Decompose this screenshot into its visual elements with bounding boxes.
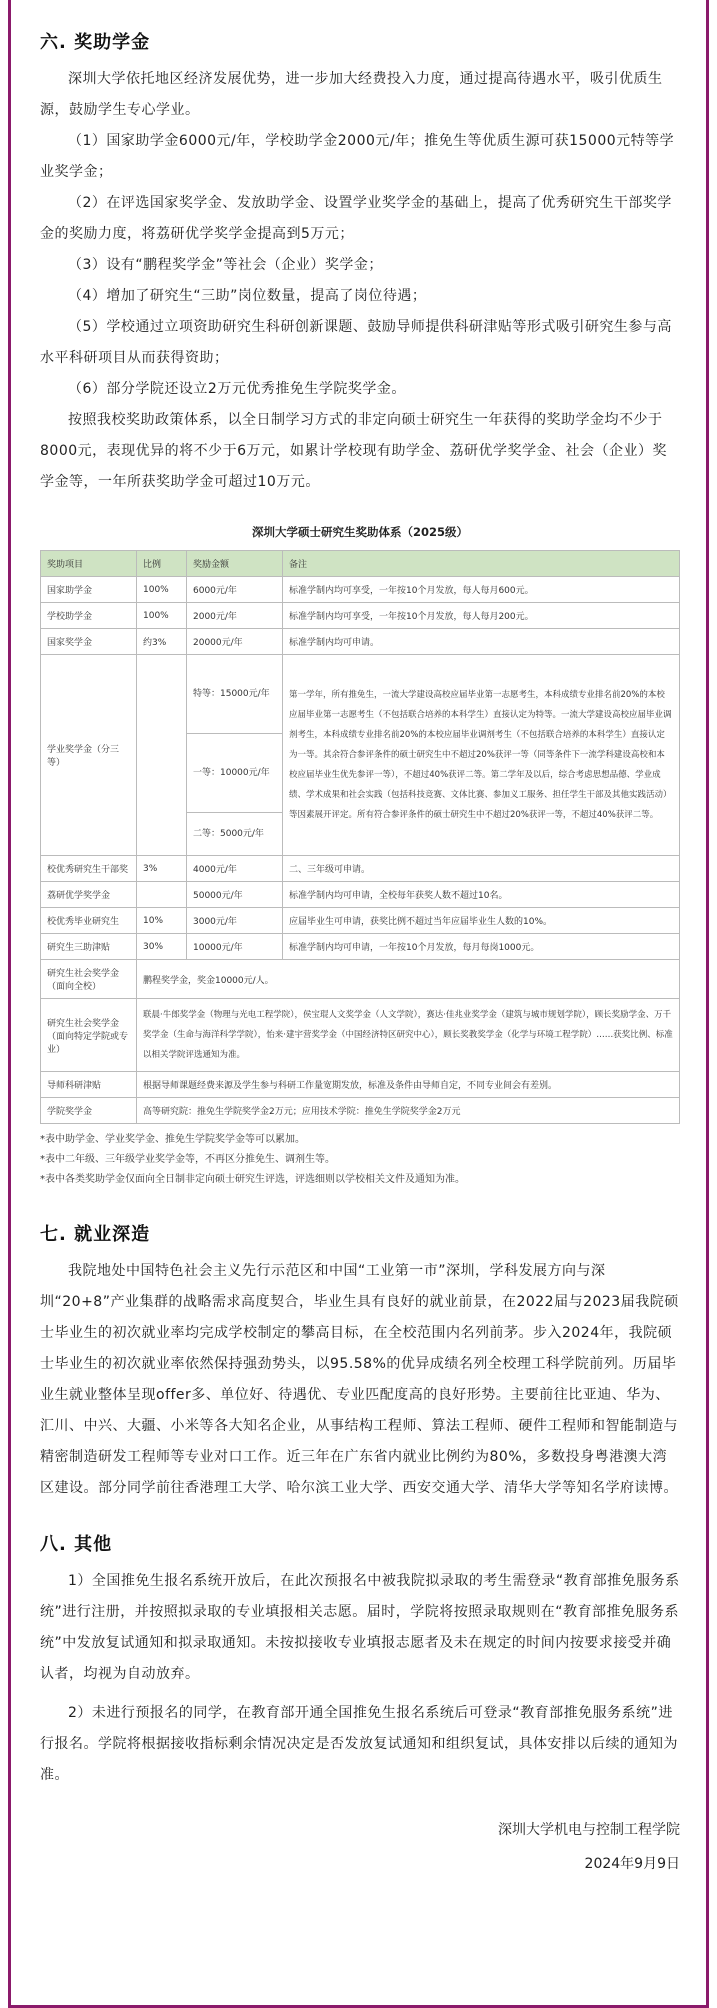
table-row	[41, 629, 680, 655]
paragraph: 1）全国推免生报名系统开放后，在此次预报名中被我院拟录取的考生需登录“教育部推免服务系统”进行注册，并按照拟录取的专业填报相关志愿。届时，学院将按照录取规则在“教育部推免服务系统”中发放复试通知和拟录取通知。未按拟接收专业填报志愿者及未在规定的时间内按要求接受并确认者，均视为自动放弃。	[40, 1573, 680, 1682]
item-cell: 国家奖学金	[41, 629, 137, 655]
article-body	[40, 28, 680, 1881]
ratio-cell	[137, 655, 187, 856]
note-cell: 二、三年级可申请。	[283, 856, 680, 882]
paragraph: （1）国家助学金6000元/年，学校助学金2000元/年；推免生等优质生源可获15000元特等学业奖学金；	[40, 133, 675, 180]
note-cell: 第一学年，所有推免生，一流大学建设高校应届毕业第一志愿考生，本科成绩专业排名前20%的本校应届毕业第一志愿考生（不包括联合培养的本科学生）直接认定为特等。一流大学建设高校应届毕业调剂考生，本科成绩专业排名前20%的本校应届毕业调剂考生（不包括联合培养的本科学生）直接认定为一等。其余符合参评条件的硕士研究生中不超过20%获评一等（同等条件下一流学科建设高校和本校应届毕业生优先参评一等），不超过40%获评二等。第二学年及以后，综合考虑思想品德、学业成绩、学术成果和社会实践（包括科技竞赛、文体比赛、参加义工服务、担任学生干部及其他实践活动）等因素展开评定。所有符合参评条件的硕士研究生中不超过20%获评一等，不超过40%获评二等。	[283, 655, 680, 856]
paragraph: （4）增加了研究生“三助”岗位数量，提高了岗位待遇；	[68, 288, 427, 304]
table-row	[41, 908, 680, 934]
ratio-cell: 约3%	[137, 629, 187, 655]
paragraph: （6）部分学院还设立2万元优秀推免生学院奖学金。	[68, 381, 406, 397]
amount-cell: 4000元/年	[187, 856, 283, 882]
paragraph: （3）设有“鹏程奖学金”等社会（企业）奖学金；	[68, 257, 383, 273]
detail-cell: 鹏程奖学金，奖金10000元/人。	[137, 960, 680, 999]
paragraph: 按照我校奖助政策体系，以全日制学习方式的非定向硕士研究生一年获得的奖助学金均不少于8000元，表现优异的将不少于6万元，如累计学校现有助学金、荔研优学奖学金、社会（企业）奖学金等，一年所获奖助学金可超过10万元。	[40, 412, 668, 490]
item-cell: 研究生三助津贴	[41, 934, 137, 960]
section-scholarships	[40, 28, 680, 1190]
detail-cell: 高等研究院：推免生学院奖学金2万元；应用技术学院：推免生学院奖学金2万元	[137, 1098, 680, 1124]
level-cell: 二等：5000元/年	[187, 813, 283, 856]
ratio-cell: 10%	[137, 908, 187, 934]
footnote: *表中二年级、三年级学业奖学金等，不再区分推免生、调剂生等。	[40, 1154, 335, 1165]
item-cell: 校优秀毕业研究生	[41, 908, 137, 934]
note-cell: 标准学制内均可申请，全校每年获奖人数不超过10名。	[283, 882, 680, 908]
ratio-cell: 30%	[137, 934, 187, 960]
amount-cell: 20000元/年	[187, 629, 283, 655]
table-row	[41, 882, 680, 908]
level-cell: 一等：10000元/年	[187, 734, 283, 813]
amount-cell: 6000元/年	[187, 577, 283, 603]
section-title: 七. 就业深造	[40, 1224, 151, 1245]
ratio-cell: 100%	[137, 577, 187, 603]
note-cell: 标准学制内均可申请，一年按10个月发放，每月每岗1000元。	[283, 934, 680, 960]
header-cell: 备注	[283, 551, 680, 577]
section-title: 八. 其他	[40, 1534, 113, 1555]
item-cell: 学校助学金	[41, 603, 137, 629]
table-row	[41, 577, 680, 603]
ratio-cell	[137, 882, 187, 908]
table-row	[41, 934, 680, 960]
item-cell: 国家助学金	[41, 577, 137, 603]
paragraph: 我院地处中国特色社会主义先行示范区和中国“工业第一市”深圳，学科发展方向与深圳“20+8”产业集群的战略需求高度契合，毕业生具有良好的就业前景，在2022届与2023届我院硕士毕业生的初次就业率均完成学校制定的攀高目标，在全校范围内名列前茅。步入2024年，我院硕士毕业生的初次就业率依然保持强劲势头，以95.58%的优异成绩名列全校理工科学院前列。历届毕业生就业整体呈现offer多、单位好、待遇优、专业匹配度高的良好形势。主要前往比亚迪、华为、汇川、中兴、大疆、小米等各大知名企业，从事结构工程师、算法工程师、硬件工程师和智能制造与精密制造研发工程师等专业对口工作。近三年在广东省内就业比例约为80%，多数投身粤港澳大湾区建设。部分同学前往香港理工大学、哈尔滨工业大学、西安交通大学、清华大学等知名学府读博。	[40, 1263, 679, 1496]
detail-cell: 根据导师课题经费来源及学生参与科研工作量宽期发放，标准及条件由导师自定，不同专业间会有差别。	[137, 1072, 680, 1098]
detail-cell: 联晨·牛郎奖学金（物理与光电工程学院），侯宝琨人文奖学金（人文学院），赛达·佳兆业奖学金（建筑与城市规划学院），顾长奖励学金、万千奖学金（生命与海洋科学学院），怡来·建宇营奖学金（中国经济特区研究中心），顾长奖教奖学金（化学与环境工程学院）……获奖比例、标准以相关学院评选通知为准。	[137, 999, 680, 1072]
item-cell: 荔研优学奖学金	[41, 882, 137, 908]
ratio-cell: 100%	[137, 603, 187, 629]
section-title: 六. 奖助学金	[40, 32, 151, 53]
note-cell: 标准学制内均可享受，一年按10个月发放，每人每月600元。	[283, 577, 680, 603]
item-cell: 导师科研津贴	[41, 1072, 137, 1098]
header-cell: 奖助项目	[41, 551, 137, 577]
header-cell: 比例	[137, 551, 187, 577]
amount-cell: 3000元/年	[187, 908, 283, 934]
table-footnotes	[40, 1130, 680, 1190]
item-cell: 研究生社会奖学金（面向全校）	[41, 960, 137, 999]
item-cell: 学院奖学金	[41, 1098, 137, 1124]
table-row	[41, 655, 680, 734]
ratio-cell: 3%	[137, 856, 187, 882]
signature-date: 2024年9月9日	[584, 1856, 680, 1872]
note-cell: 标准学制内均可享受，一年按10个月发放，每人每月200元。	[283, 603, 680, 629]
footnote: *表中助学金、学业奖学金、推免生学院奖学金等可以累加。	[40, 1134, 305, 1145]
note-cell: 应届毕业生可申请，获奖比例不超过当年应届毕业生人数的10%。	[283, 908, 680, 934]
paragraph: （2）在评选国家奖学金、发放助学金、设置学业奖学金的基础上，提高了优秀研究生干部奖学金的奖励力度，将荔研优学奖学金提高到5万元；	[40, 195, 672, 242]
section-employment	[40, 1220, 680, 1504]
table-row	[41, 999, 680, 1072]
paragraph: 2）未进行预报名的同学，在教育部开通全国推免生报名系统后可登录“教育部推免服务系统”进行报名。学院将根据接收指标剩余情况决定是否发放复试通知和组织复试，具体安排以后续的通知为准。	[40, 1705, 678, 1783]
table-row	[41, 1098, 680, 1124]
table-row	[41, 856, 680, 882]
table-row	[41, 603, 680, 629]
table-header-row	[41, 551, 680, 577]
footnote: *表中各类奖助学金仅面向全日制非定向硕士研究生评选，评选细则以学校相关文件及通知为准。	[40, 1174, 465, 1185]
table-row	[41, 960, 680, 999]
item-cell: 校优秀研究生干部奖	[41, 856, 137, 882]
paragraph: （5）学校通过立项资助研究生科研创新课题、鼓励导师提供科研津贴等形式吸引研究生参与高水平科研项目从而获得资助；	[40, 319, 672, 366]
paragraph: 深圳大学依托地区经济发展优势，进一步加大经费投入力度，通过提高待遇水平，吸引优质生源，鼓励学生专心学业。	[40, 71, 663, 118]
scholarship-table	[40, 550, 680, 1124]
section-other	[40, 1530, 680, 1791]
item-cell: 研究生社会奖学金（面向特定学院或专业）	[41, 999, 137, 1072]
amount-cell: 2000元/年	[187, 603, 283, 629]
header-cell: 奖励金额	[187, 551, 283, 577]
signature-block	[40, 1813, 680, 1881]
level-cell: 特等：15000元/年	[187, 655, 283, 734]
note-cell: 标准学制内均可申请。	[283, 629, 680, 655]
amount-cell: 10000元/年	[187, 934, 283, 960]
table-title: 深圳大学硕士研究生奖助体系（2025级）	[251, 525, 468, 539]
item-cell: 学业奖学金（分三等）	[41, 655, 137, 856]
amount-cell: 50000元/年	[187, 882, 283, 908]
signature-org: 深圳大学机电与控制工程学院	[498, 1822, 680, 1838]
table-row	[41, 1072, 680, 1098]
